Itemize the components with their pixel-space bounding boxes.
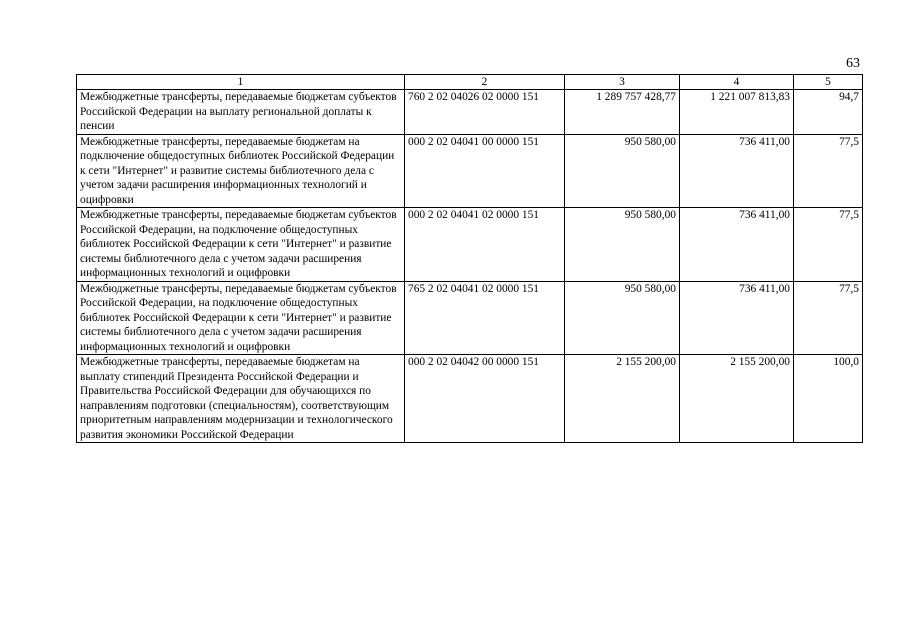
row-percent-cell: 94,7 — [794, 90, 863, 135]
row-percent-cell: 77,5 — [794, 208, 863, 282]
column-header-4: 4 — [680, 75, 794, 90]
table-row — [77, 281, 863, 355]
row-code-cell: 000 2 02 04041 02 0000 151 — [405, 208, 565, 282]
row-name-cell: Межбюджетные трансферты, передаваемые бюджетам субъектов Российской Федерации на выплату региональной доплаты к пенсии — [77, 90, 405, 135]
row-planned-cell: 1 289 757 428,77 — [565, 90, 680, 135]
row-code-cell: 000 2 02 04041 00 0000 151 — [405, 134, 565, 208]
table-header-row — [77, 75, 863, 90]
column-header-2: 2 — [405, 75, 565, 90]
row-planned-cell: 2 155 200,00 — [565, 355, 680, 443]
row-code-cell: 000 2 02 04042 00 0000 151 — [405, 355, 565, 443]
budget-table — [76, 74, 863, 443]
row-planned-cell: 950 580,00 — [565, 134, 680, 208]
column-header-3: 3 — [565, 75, 680, 90]
table-row — [77, 355, 863, 443]
row-planned-cell: 950 580,00 — [565, 208, 680, 282]
row-percent-cell: 100,0 — [794, 355, 863, 443]
row-planned-cell: 950 580,00 — [565, 281, 680, 355]
row-code-cell: 765 2 02 04041 02 0000 151 — [405, 281, 565, 355]
table-row — [77, 208, 863, 282]
row-name-cell: Межбюджетные трансферты, передаваемые бюджетам на подключение общедоступных библиотек Российской Федерации к сети "Интернет" и развитие системы библиотечного дела с учетом задачи расширения информационных технологий и оцифровки — [77, 134, 405, 208]
row-percent-cell: 77,5 — [794, 134, 863, 208]
row-code-cell: 760 2 02 04026 02 0000 151 — [405, 90, 565, 135]
row-name-cell: Межбюджетные трансферты, передаваемые бюджетам субъектов Российской Федерации, на подключение общедоступных библиотек Российской Федерации к сети "Интернет" и развитие системы библиотечного дела с учетом задачи расширения информационных технологий и оцифровки — [77, 208, 405, 282]
table-row — [77, 134, 863, 208]
row-actual-cell: 1 221 007 813,83 — [680, 90, 794, 135]
row-actual-cell: 736 411,00 — [680, 208, 794, 282]
row-percent-cell: 77,5 — [794, 281, 863, 355]
row-actual-cell: 736 411,00 — [680, 134, 794, 208]
row-actual-cell: 2 155 200,00 — [680, 355, 794, 443]
column-header-5: 5 — [794, 75, 863, 90]
table-row — [77, 90, 863, 135]
column-header-1: 1 — [77, 75, 405, 90]
page-number: 63 — [846, 56, 860, 71]
row-name-cell: Межбюджетные трансферты, передаваемые бюджетам субъектов Российской Федерации, на подключение общедоступных библиотек Российской Федерации к сети "Интернет" и развитие системы библиотечного дела с учетом задачи расширения информационных технологий и оцифровки — [77, 281, 405, 355]
row-name-cell: Межбюджетные трансферты, передаваемые бюджетам на выплату стипендий Президента Российской Федерации и Правительства Российской Федерации для обучающихся по направлениям подготовки (специальностям), соответствующим приоритетным направлениям модернизации и технологического развития экономики Российской Федерации — [77, 355, 405, 443]
row-actual-cell: 736 411,00 — [680, 281, 794, 355]
